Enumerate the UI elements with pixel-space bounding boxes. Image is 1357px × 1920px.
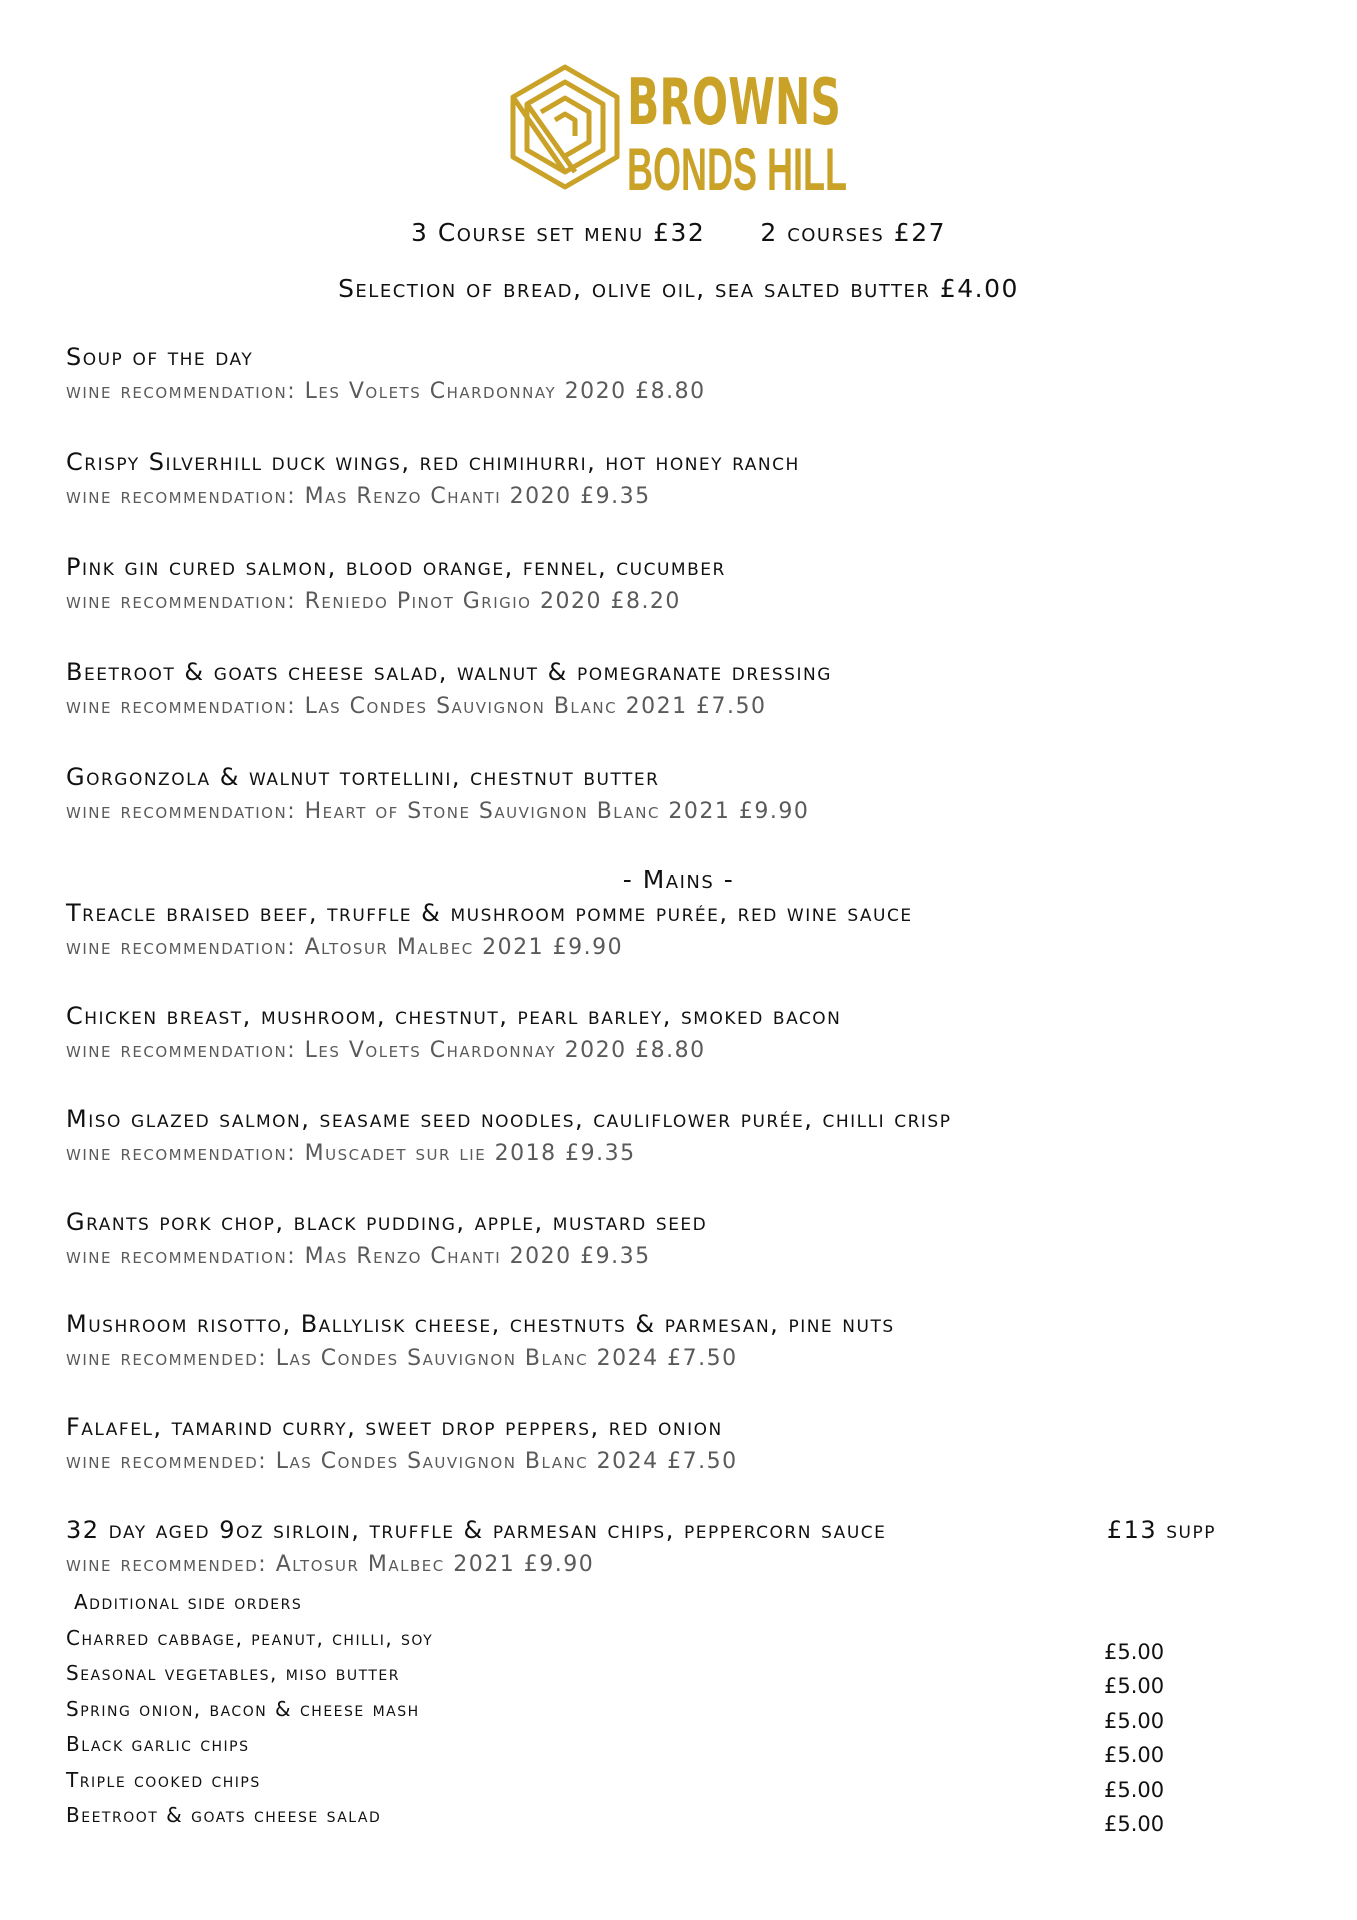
- dish-name: Pink gin cured salmon, blood orange, fennel, cucumber: [66, 553, 726, 581]
- starter-item: [66, 658, 1286, 719]
- wine-recommendation: wine recommendation: Altosur Malbec 2021 £9.90: [66, 935, 624, 960]
- wine-recommendation: wine recommendation: Muscadet sur lie 2018 £9.35: [66, 1141, 636, 1166]
- main-item: [66, 1310, 1286, 1371]
- side-item: Beetroot & goats cheese salad: [66, 1803, 382, 1827]
- starter-item: [66, 763, 1286, 824]
- set-menu-prices: [0, 218, 1357, 247]
- bread-option: Selection of bread, olive oil, sea salted butter £4.00: [338, 274, 1019, 303]
- wine-recommendation: wine recommendation: Heart of Stone Sauvignon Blanc 2021 £9.90: [66, 799, 810, 824]
- main-item: [66, 1002, 1286, 1063]
- side-price: £5.00: [1104, 1743, 1165, 1767]
- dish-name: Gorgonzola & walnut tortellini, chestnut butter: [66, 763, 660, 791]
- wine-recommendation: wine recommendation: Les Volets Chardonnay 2020 £8.80: [66, 379, 706, 404]
- wine-recommendation: wine recommendation: Mas Renzo Chanti 2020 £9.35: [66, 1244, 651, 1269]
- wine-recommendation: wine recommended: Las Condes Sauvignon Blanc 2024 £7.50: [66, 1346, 738, 1371]
- side-price: £5.00: [1104, 1640, 1165, 1664]
- main-item: [66, 1413, 1286, 1474]
- dish-name: Chicken breast, mushroom, chestnut, pearl barley, smoked bacon: [66, 1002, 842, 1030]
- dish-name: Beetroot & goats cheese salad, walnut & pomegranate dressing: [66, 658, 832, 686]
- logo-text-line1: BROWNS: [627, 66, 841, 140]
- wine-recommendation: wine recommendation: Mas Renzo Chanti 2020 £9.35: [66, 484, 651, 509]
- hexagon-logo-icon: [513, 67, 617, 187]
- starter-item: [66, 343, 1286, 404]
- side-price: £5.00: [1104, 1812, 1165, 1836]
- wine-recommendation: wine recommended: Altosur Malbec 2021 £9.90: [66, 1552, 595, 1577]
- dish-name: Soup of the day: [66, 343, 254, 371]
- three-course-price: 3 Course set menu £32: [410, 218, 706, 247]
- main-item: [66, 1516, 1286, 1577]
- side-price: £5.00: [1104, 1709, 1165, 1733]
- dish-name: Mushroom risotto, Ballylisk cheese, chestnuts & parmesan, pine nuts: [66, 1310, 895, 1338]
- wine-recommendation: wine recommendation: Las Condes Sauvignon Blanc 2021 £7.50: [66, 694, 767, 719]
- supplement-price: £13 supp: [1106, 1516, 1216, 1544]
- starter-item: [66, 448, 1286, 509]
- side-item: Black garlic chips: [66, 1732, 250, 1756]
- two-course-price: 2 courses £27: [760, 218, 947, 247]
- dish-name: 32 day aged 9oz sirloin, truffle & parmesan chips, peppercorn sauce: [66, 1516, 887, 1544]
- side-item: Seasonal vegetables, miso butter: [66, 1661, 400, 1685]
- dish-name: Miso glazed salmon, seasame seed noodles, cauliflower purée, chilli crisp: [66, 1105, 952, 1133]
- mains-heading: - Mains -: [622, 865, 735, 894]
- side-item: Spring onion, bacon & cheese mash: [66, 1697, 420, 1721]
- side-item: Triple cooked chips: [66, 1768, 261, 1792]
- starter-item: [66, 553, 1286, 614]
- main-item: [66, 1105, 1286, 1166]
- logo-text-line2: BONDS HILL: [627, 136, 847, 203]
- dish-name: Falafel, tamarind curry, sweet drop peppers, red onion: [66, 1413, 723, 1441]
- main-item: [66, 899, 1286, 960]
- side-price: £5.00: [1104, 1674, 1165, 1698]
- dish-name: Grants pork chop, black pudding, apple, mustard seed: [66, 1208, 708, 1236]
- side-item: Charred cabbage, peanut, chilli, soy: [66, 1626, 434, 1650]
- sides-heading: Additional side orders: [74, 1590, 303, 1614]
- browns-logo: [505, 62, 855, 202]
- wine-recommendation: wine recommendation: Reniedo Pinot Grigio 2020 £8.20: [66, 589, 681, 614]
- side-price: £5.00: [1104, 1778, 1165, 1802]
- main-item: [66, 1208, 1286, 1269]
- dish-name: Treacle braised beef, truffle & mushroom pomme purée, red wine sauce: [66, 899, 913, 927]
- wine-recommendation: wine recommendation: Les Volets Chardonnay 2020 £8.80: [66, 1038, 706, 1063]
- dish-name: Crispy Silverhill duck wings, red chimihurri, hot honey ranch: [66, 448, 800, 476]
- wine-recommendation: wine recommended: Las Condes Sauvignon Blanc 2024 £7.50: [66, 1449, 738, 1474]
